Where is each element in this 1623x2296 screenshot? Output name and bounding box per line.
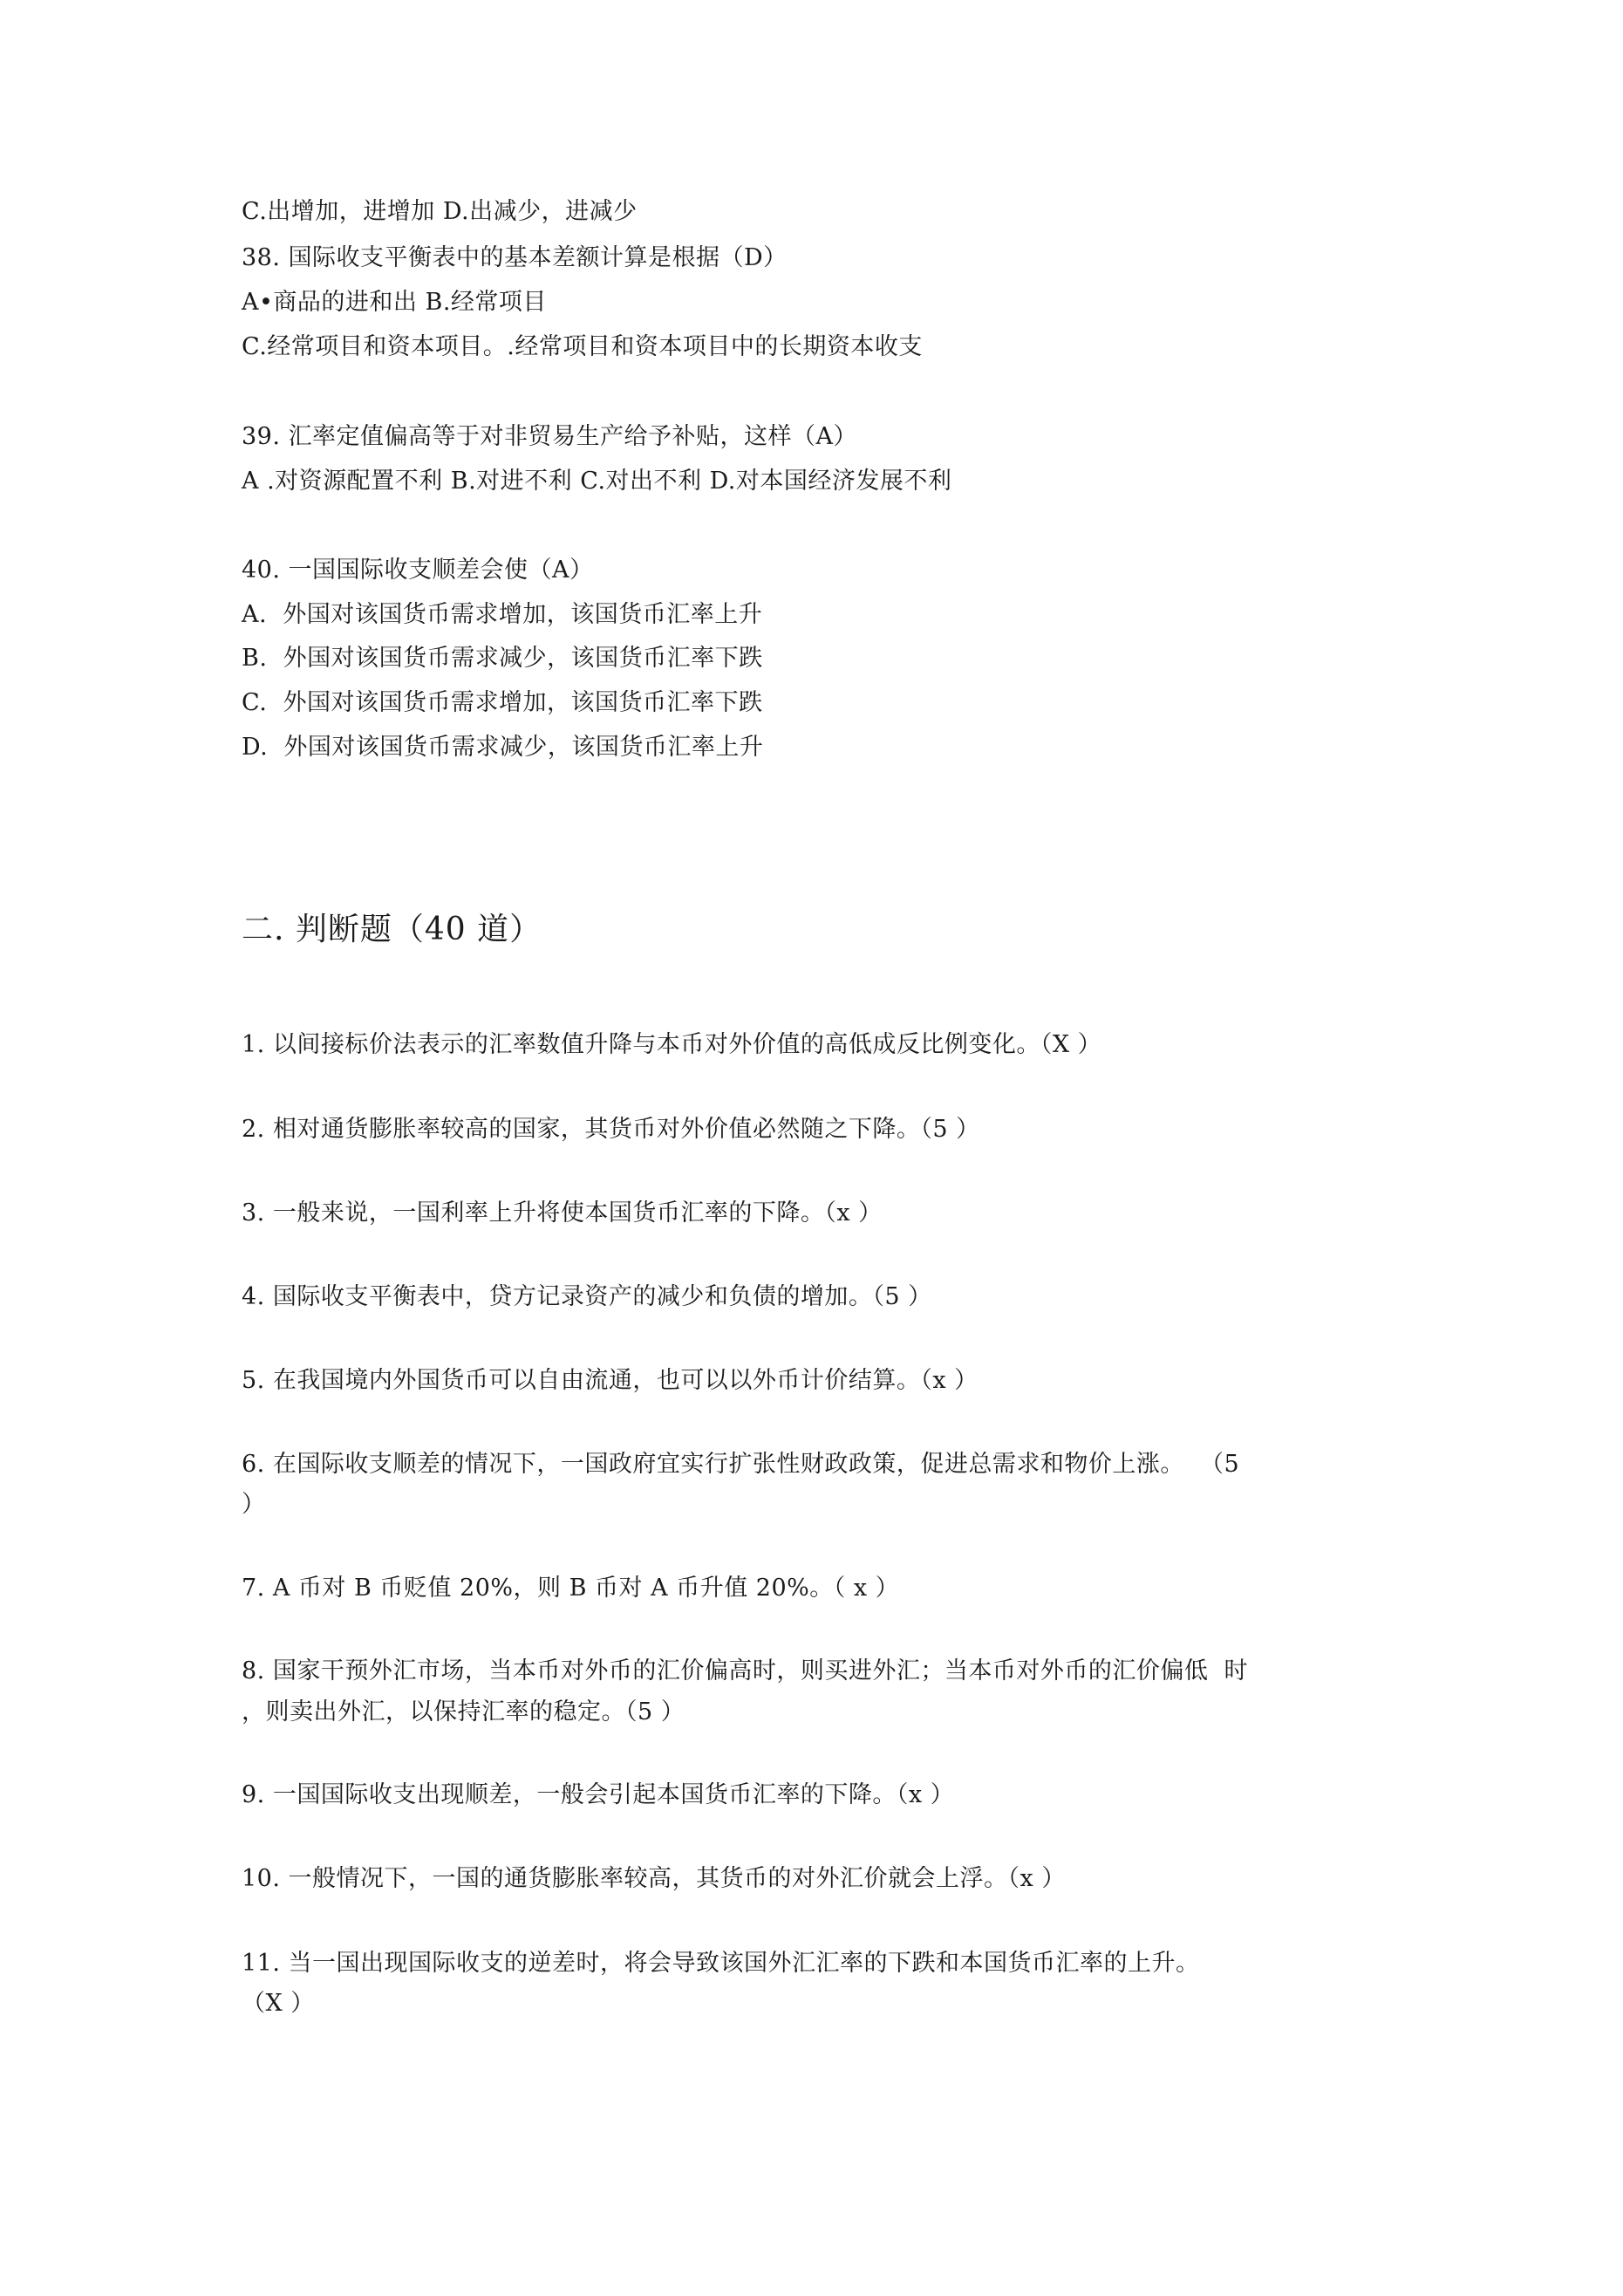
tf-question-8-line-2: ，则卖出外汇，以保持汇率的稳定。（5 ） xyxy=(242,1698,685,1725)
tf-question-7: 7. A 币对 B 币贬值 20%，则 B 币对 A 币升值 20%。（ x ） xyxy=(242,1575,900,1602)
q37-options-cd: C.出增加，进增加 D.出减少，进减少 xyxy=(242,198,638,225)
q38-options-cd: C.经常项目和资本项目。.经常项目和资本项目中的长期资本收支 xyxy=(242,333,923,360)
tf-question-11-line-1: 11. 当一国出现国际收支的逆差时，将会导致该国外汇汇率的下跌和本国货币汇率的上升。 xyxy=(242,1950,1200,1977)
tf-question-5: 5. 在我国境内外国货币可以自由流通，也可以以外币计价结算。（x ） xyxy=(242,1367,979,1394)
tf-question-8-line-1: 8. 国家干预外汇市场，当本币对外币的汇价偏高时，则买进外汇；当本币对外币的汇价偏低 时 xyxy=(242,1657,1249,1684)
q38-options-ab: A•商品的进和出 B.经常项目 xyxy=(242,289,547,316)
q39-stem: 39. 汇率定值偏高等于对非贸易生产给予补贴，这样（A） xyxy=(242,423,858,450)
tf-question-3: 3. 一般来说，一国利率上升将使本国货币汇率的下降。（x ） xyxy=(242,1199,883,1227)
q40-option-d: D. 外国对该国货币需求减少，该国货币汇率上升 xyxy=(242,734,764,761)
q38-stem: 38. 国际收支平衡表中的基本差额计算是根据（D） xyxy=(242,244,788,271)
q40-stem: 40. 一国国际收支顺差会使（A） xyxy=(242,557,594,584)
tf-question-9: 9. 一国国际收支出现顺差，一般会引起本国货币汇率的下降。（x ） xyxy=(242,1781,955,1808)
tf-question-11-line-2: （X ） xyxy=(242,1990,315,2017)
tf-question-6-line-2: ） xyxy=(242,1491,266,1518)
q39-options: A .对资源配置不利 B.对进不利 C.对出不利 D.对本国经济发展不利 xyxy=(242,468,952,495)
tf-question-10: 10. 一般情况下，一国的通货膨胀率较高，其货币的对外汇价就会上浮。（x ） xyxy=(242,1865,1066,1892)
tf-question-6-line-1: 6. 在国际收支顺差的情况下，一国政府宜实行扩张性财政政策，促进总需求和物价上涨。 （5 xyxy=(242,1451,1240,1478)
tf-question-1: 1. 以间接标价法表示的汇率数值升降与本币对外价值的高低成反比例变化。（X ） xyxy=(242,1031,1102,1058)
q40-option-a: A. 外国对该国货币需求增加，该国货币汇率上升 xyxy=(242,601,763,628)
q40-option-b: B. 外国对该国货币需求减少，该国货币汇率下跌 xyxy=(242,645,763,672)
tf-question-4: 4. 国际收支平衡表中，贷方记录资产的减少和负债的增加。（5 ） xyxy=(242,1283,932,1310)
tf-question-2: 2. 相对通货膨胀率较高的国家，其货币对外价值必然随之下降。（5 ） xyxy=(242,1116,980,1143)
section-heading-true-false: 二. 判断题（40 道） xyxy=(242,912,542,947)
q40-option-c: C. 外国对该国货币需求增加，该国货币汇率下跌 xyxy=(242,689,763,716)
